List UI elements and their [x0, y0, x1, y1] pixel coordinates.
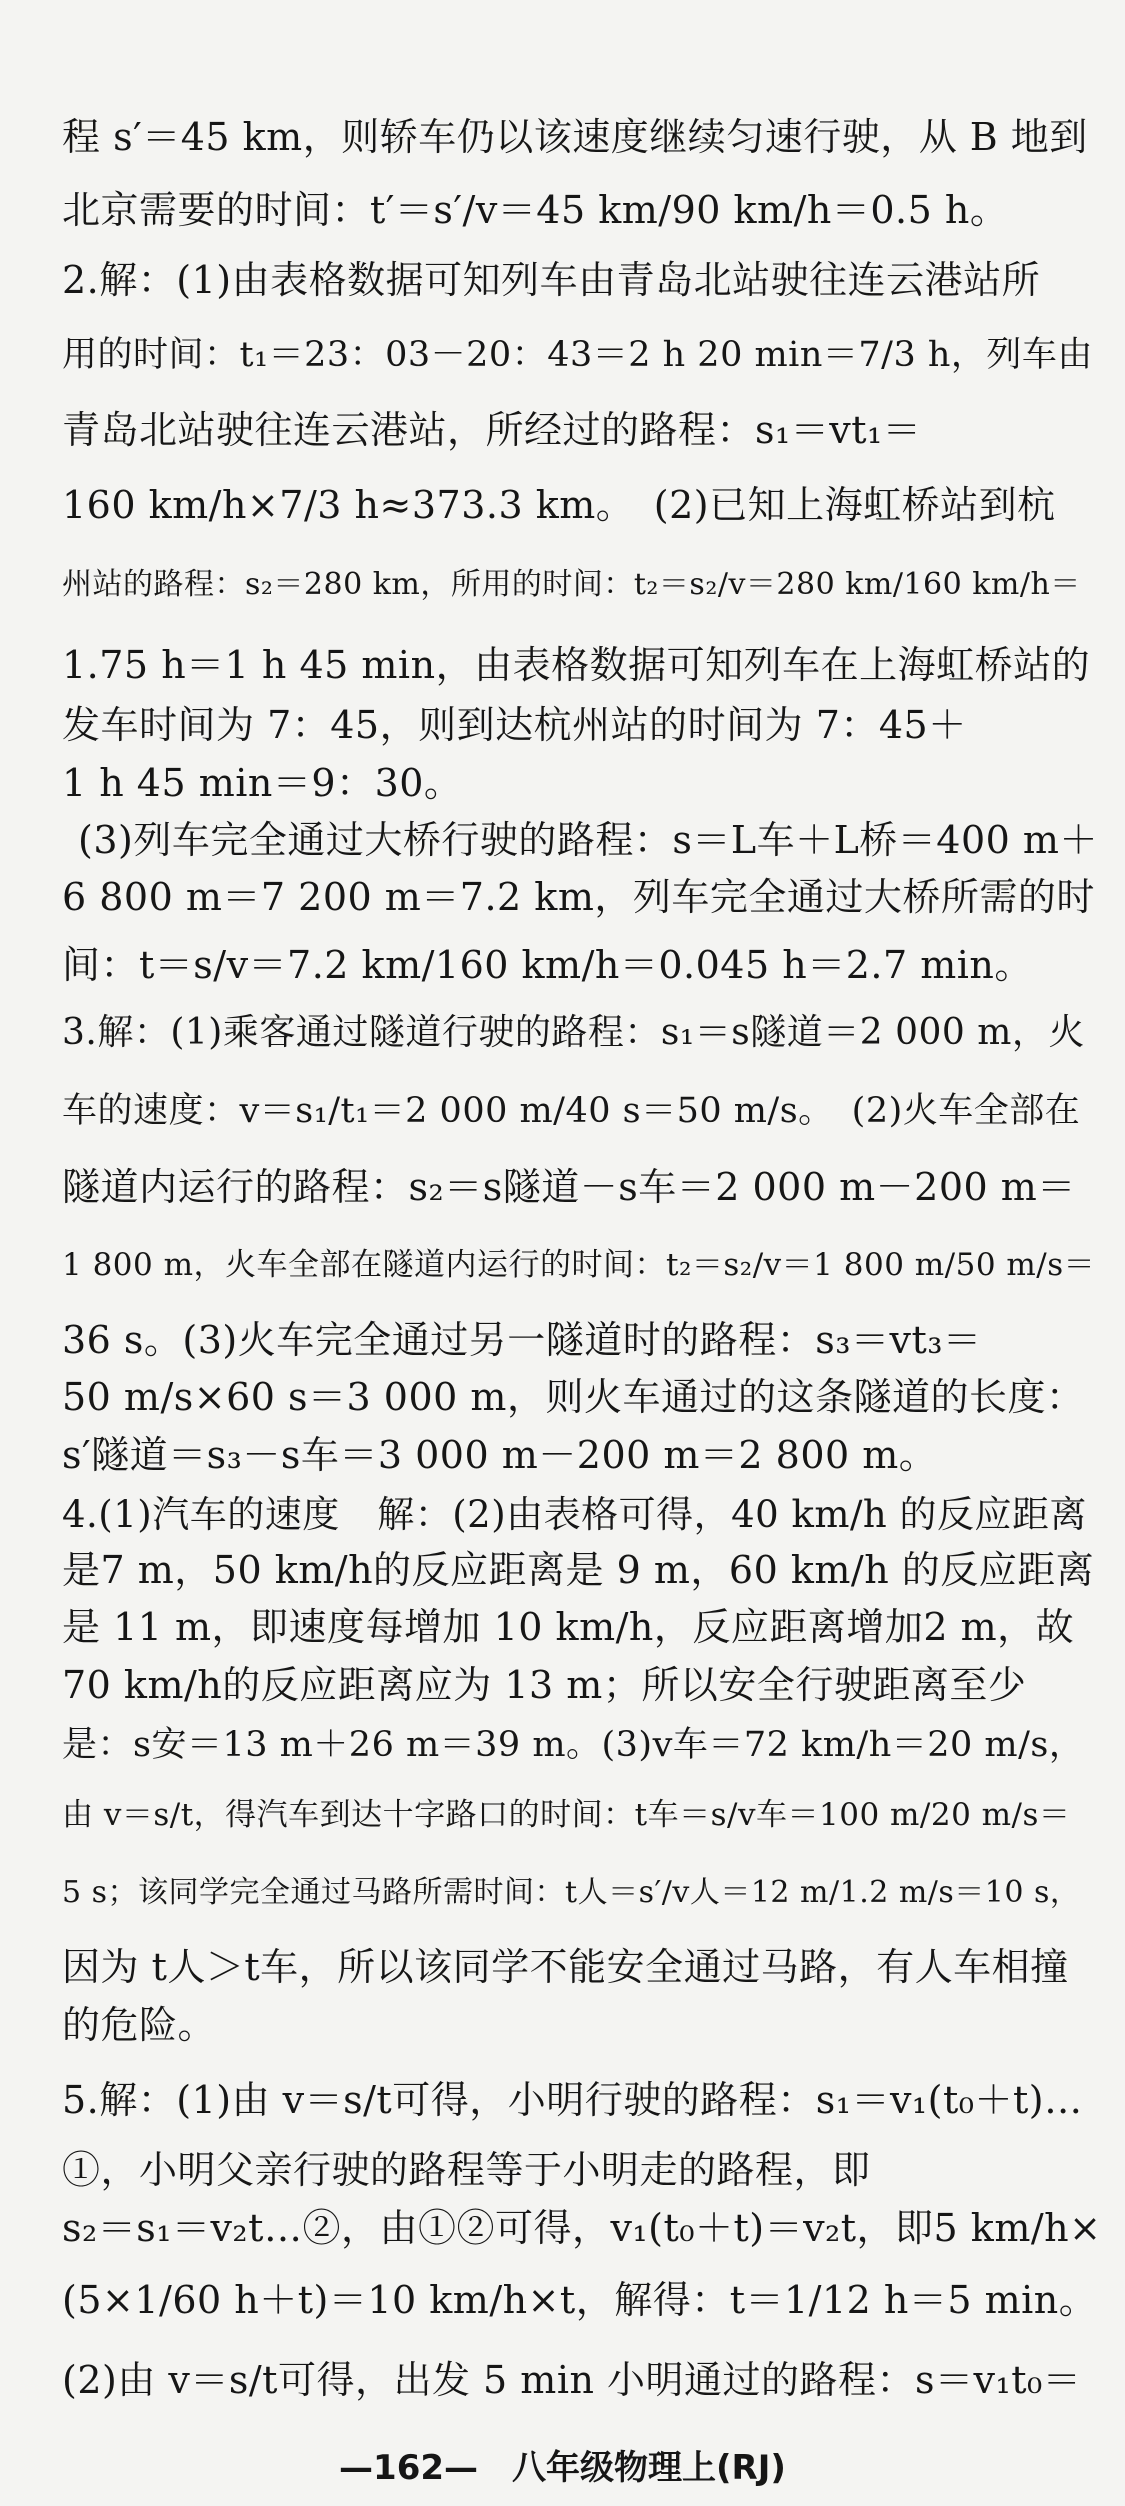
text-line: 是7 m，50 km/h的反应距离是 9 m，60 km/h 的反应距离 [62, 1548, 1095, 1592]
text-line: 程 s′＝45 km，则轿车仍以该速度继续匀速行驶，从 B 地到 [62, 115, 1088, 159]
text-line: 北京需要的时间：t′＝s′/v＝45 km/90 km/h＝0.5 h。 [62, 188, 1009, 232]
text-line: 间：t＝s/v＝7.2 km/160 km/h＝0.045 h＝2.7 min。 [62, 943, 1033, 987]
text-line: 发车时间为 7：45，则到达杭州站的时间为 7：45＋ [62, 703, 967, 747]
text-line: 因为 t人＞t车，所以该同学不能安全通过马路，有人车相撞 [62, 1945, 1069, 1989]
text-line: 70 km/h的反应距离应为 13 m；所以安全行驶距离至少 [62, 1663, 1027, 1707]
page-footer: —162— 八年级物理上(RJ) [339, 2448, 786, 2488]
text-line: 州站的路程：s₂＝280 km，所用的时间：t₂＝s₂/v＝280 km/160 km/h＝ [62, 567, 1081, 602]
text-line: ①，小明父亲行驶的路程等于小明走的路程，即 [62, 2148, 871, 2192]
text-line: 隧道内运行的路程：s₂＝s隧道－s车＝2 000 m－200 m＝ [62, 1165, 1076, 1209]
text-line: 1.75 h＝1 h 45 min，由表格数据可知列车在上海虹桥站的 [62, 643, 1091, 687]
text-line: 36 s。(3)火车完全通过另一隧道时的路程：s₃＝vt₃＝ [62, 1318, 982, 1362]
text-line: 5 s；该同学完全通过马路所需时间：t人＝s′/v人＝12 m/1.2 m/s＝10 s， [62, 1875, 1081, 1910]
text-line: (5×1/60 h＋t)＝10 km/h×t，解得：t＝1/12 h＝5 min。 [62, 2278, 1098, 2322]
text-line: 4.(1)汽车的速度 解：(2)由表格可得，40 km/h 的反应距离 [62, 1493, 1088, 1536]
text-line: 50 m/s×60 s＝3 000 m，则火车通过的这条隧道的长度： [62, 1375, 1085, 1419]
text-line: (2)由 v＝s/t可得，出发 5 min 小明通过的路程：s＝v₁t₀＝ [62, 2358, 1082, 2402]
text-line: 由 v＝s/t，得汽车到达十字路口的时间：t车＝s/v车＝100 m/20 m/s＝ [62, 1797, 1071, 1833]
text-line: 1 h 45 min＝9：30。 [62, 761, 463, 805]
text-line: 用的时间：t₁＝23：03－20：43＝2 h 20 min＝7/3 h，列车由 [62, 335, 1093, 375]
text-line: s₂＝s₁＝v₂t…②，由①②可得，v₁(t₀＋t)＝v₂t，即5 km/h× [62, 2206, 1102, 2250]
text-line: 车的速度：v＝s₁/t₁＝2 000 m/40 s＝50 m/s。 (2)火车全部在 [62, 1091, 1081, 1131]
text-line: 青岛北站驶往连云港站，所经过的路程：s₁＝vt₁＝ [62, 408, 922, 452]
text-line: 是 11 m，即速度每增加 10 km/h，反应距离增加2 m，故 [62, 1605, 1075, 1649]
text-line: 160 km/h×7/3 h≈373.3 km。 (2)已知上海虹桥站到杭 [62, 483, 1056, 527]
text-line: 2.解：(1)由表格数据可知列车由青岛北站驶往连云港站所 [62, 258, 1041, 302]
text-line: 5.解：(1)由 v＝s/t可得，小明行驶的路程：s₁＝v₁(t₀＋t)… [62, 2078, 1083, 2122]
text-line: 6 800 m＝7 200 m＝7.2 km，列车完全通过大桥所需的时 [62, 875, 1095, 919]
text-line: 3.解：(1)乘客通过隧道行驶的路程：s₁＝s隧道＝2 000 m，火 [62, 1012, 1085, 1053]
text-line: 1 800 m，火车全部在隧道内运行的时间：t₂＝s₂/v＝1 800 m/50 m/s＝ [62, 1247, 1096, 1283]
text-line: s′隧道＝s₃－s车＝3 000 m－200 m＝2 800 m。 [62, 1433, 938, 1477]
text-line: 是：s安＝13 m＋26 m＝39 m。(3)v车＝72 km/h＝20 m/s， [62, 1725, 1085, 1765]
text-line: 的危险。 [62, 2003, 217, 2047]
text-line: (3)列车完全通过大桥行驶的路程：s＝L车＋L桥＝400 m＋ [78, 818, 1098, 862]
